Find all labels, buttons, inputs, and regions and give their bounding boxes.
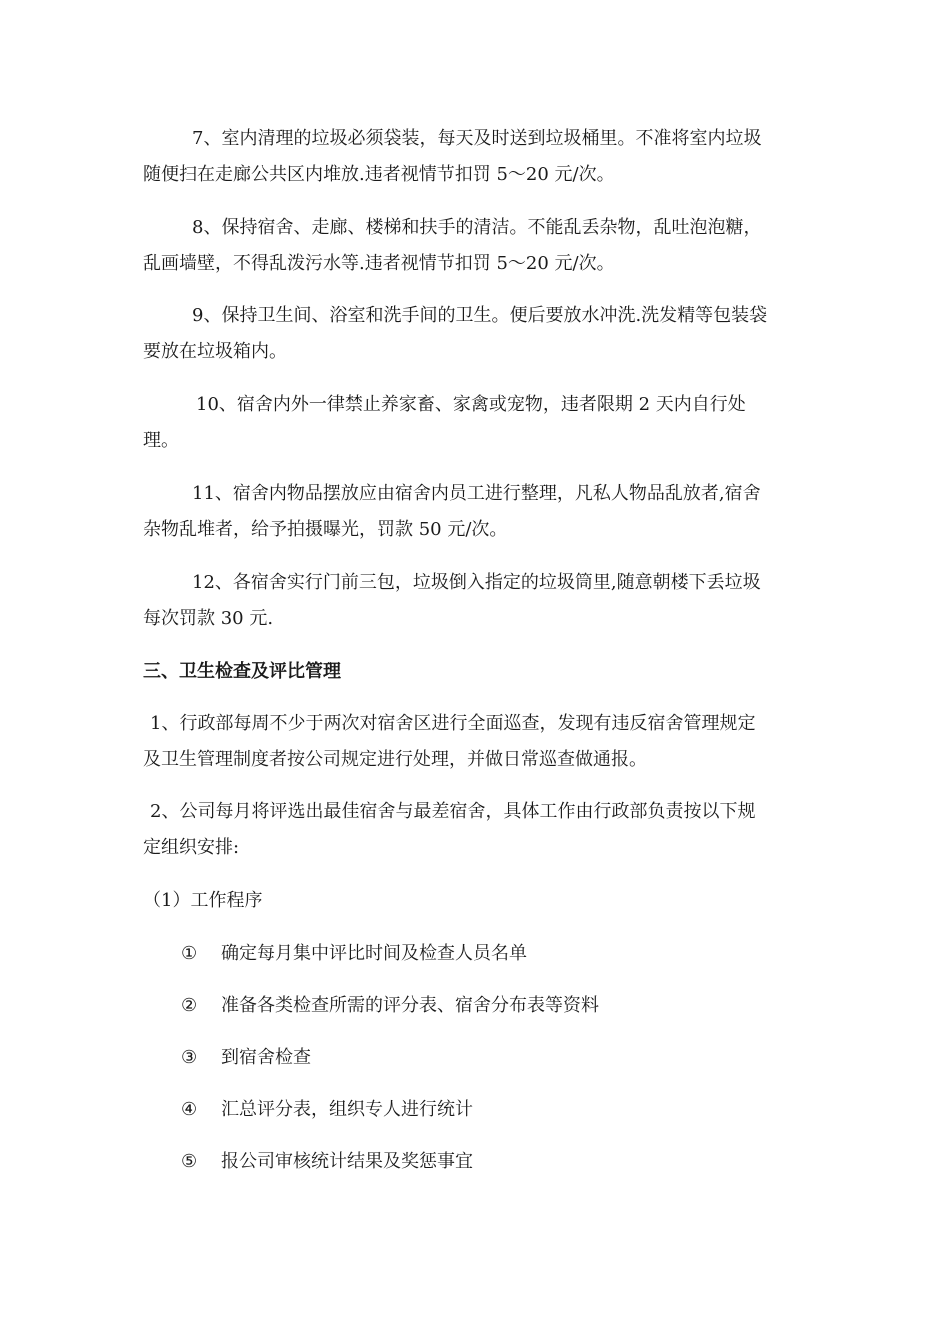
rule-12-line-1: 12、各宿舍实行门前三包，垃圾倒入指定的垃圾筒里,随意朝楼下丢垃圾	[192, 572, 761, 593]
step-5-number: ⑤	[181, 1151, 198, 1172]
rule-11-line-1: 11、宿舍内物品摆放应由宿舍内员工进行整理，凡私人物品乱放者,宿舍	[192, 483, 761, 504]
step-2	[181, 994, 599, 1018]
step-5	[181, 1150, 473, 1174]
section-heading: 三、卫生检查及评比管理	[143, 661, 341, 682]
item-2-line-2: 定组织安排:	[143, 837, 240, 858]
rule-10-line-1: 10、宿舍内外一律禁止养家畜、家禽或宠物，违者限期 2 天内自行处	[196, 394, 746, 415]
step-1	[181, 942, 527, 966]
item-2-line-1: 2、公司每月将评选出最佳宿舍与最差宿舍，具体工作由行政部负责按以下规	[150, 801, 756, 822]
step-4-number: ④	[181, 1099, 198, 1120]
rule-8-line-2: 乱画墙壁，不得乱泼污水等.违者视情节扣罚 5～20 元/次。	[143, 253, 615, 274]
rule-7-line-2: 随便扫在走廊公共区内堆放.违者视情节扣罚 5～20 元/次。	[143, 164, 615, 185]
rule-9-line-1: 9、保持卫生间、浴室和洗手间的卫生。便后要放水冲洗.洗发精等包装袋	[192, 305, 768, 326]
step-1-text: 确定每月集中评比时间及检查人员名单	[221, 943, 527, 964]
rule-11-line-2: 杂物乱堆者，给予拍摄曝光，罚款 50 元/次。	[143, 519, 508, 540]
step-4-text: 汇总评分表，组织专人进行统计	[221, 1099, 473, 1120]
step-2-number: ②	[181, 995, 198, 1016]
step-2-text: 准备各类检查所需的评分表、宿舍分布表等资料	[221, 995, 599, 1016]
rule-9-line-2: 要放在垃圾箱内。	[143, 341, 287, 362]
subheading-work-procedure: （1）工作程序	[143, 890, 263, 911]
rule-10-line-2: 理。	[143, 430, 179, 451]
rule-7-line-1: 7、室内清理的垃圾必须袋装，每天及时送到垃圾桶里。不准将室内垃圾	[192, 128, 762, 149]
step-4	[181, 1098, 473, 1122]
step-3	[181, 1046, 311, 1070]
item-1-line-1: 1、行政部每周不少于两次对宿舍区进行全面巡查，发现有违反宿舍管理规定	[150, 713, 756, 734]
rule-8-line-1: 8、保持宿舍、走廊、楼梯和扶手的清洁。不能乱丢杂物，乱吐泡泡糖，	[192, 217, 762, 238]
step-3-number: ③	[181, 1047, 198, 1068]
step-1-number: ①	[181, 943, 198, 964]
rule-12-line-2: 每次罚款 30 元.	[143, 608, 274, 629]
step-3-text: 到宿舍检查	[221, 1047, 311, 1068]
item-1-line-2: 及卫生管理制度者按公司规定进行处理，并做日常巡查做通报。	[143, 749, 647, 770]
step-5-text: 报公司审核统计结果及奖惩事宜	[221, 1151, 473, 1172]
